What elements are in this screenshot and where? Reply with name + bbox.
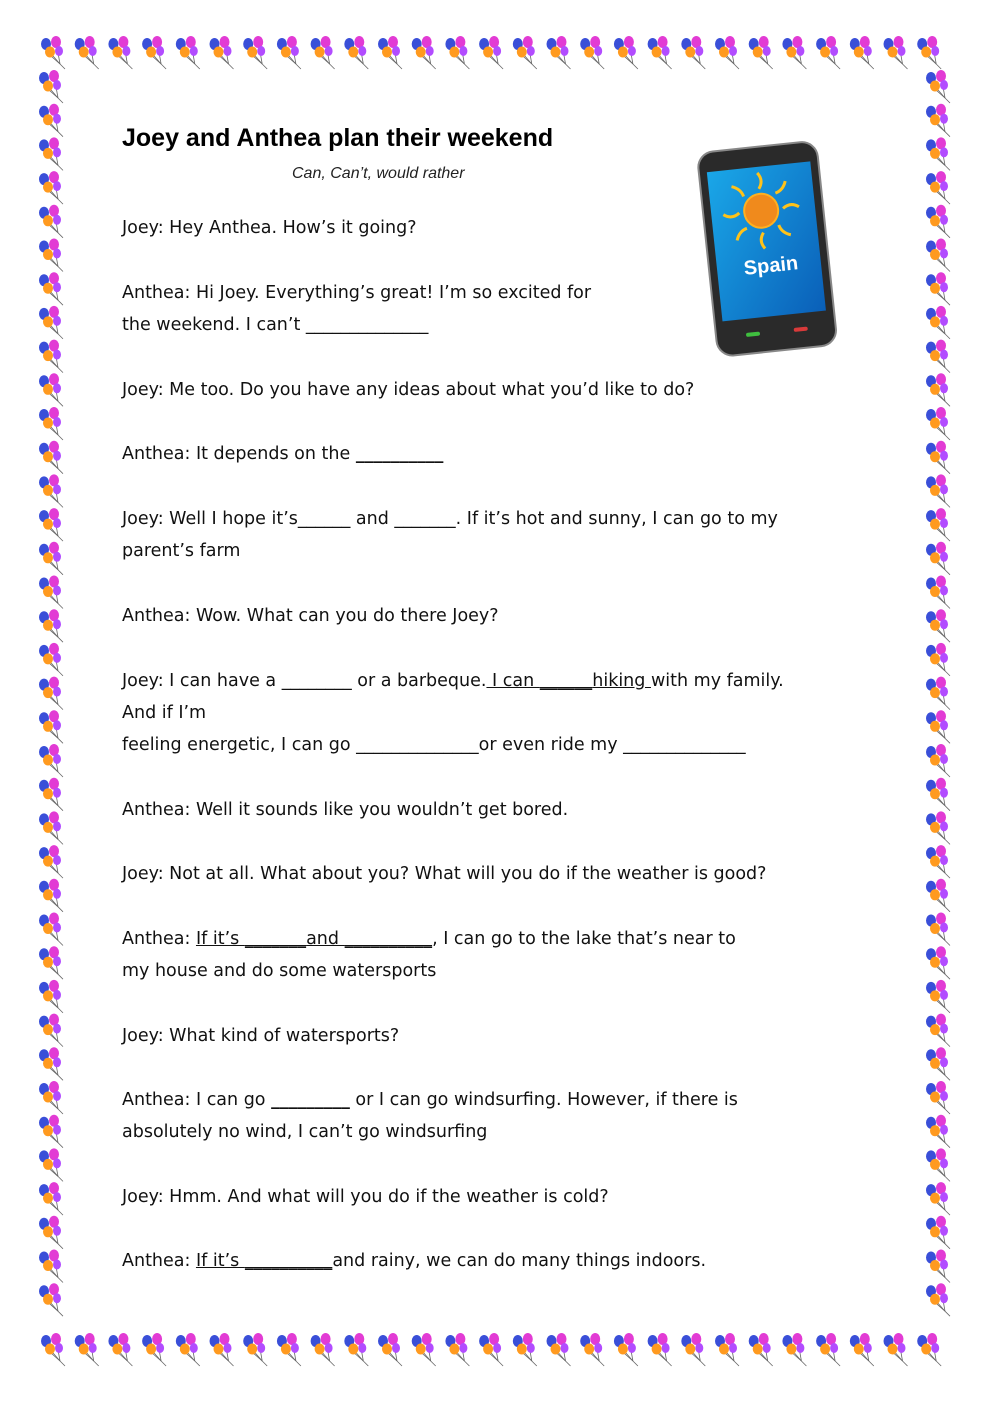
balloon-cluster-icon [926,70,950,103]
dialogue-line: parent’s farm [122,541,241,561]
balloon-cluster-icon [648,36,672,69]
balloon-cluster-icon [926,946,950,979]
answer-blank: __________ [344,929,433,949]
balloon-cluster-icon [816,1333,840,1366]
worksheet-subtitle: Can, Can’t, would rather [292,165,465,182]
balloon-cluster-icon [41,1333,65,1366]
balloon-cluster-icon [513,1333,537,1366]
dialogue-line: Joey: Hey Anthea. How’s it going? [122,218,417,238]
balloon-cluster-icon [926,272,950,305]
answer-blank: _______ [244,929,307,949]
balloon-cluster-icon [75,36,99,69]
balloon-cluster-icon [210,1333,234,1366]
balloon-cluster-icon [614,36,638,69]
balloon-cluster-icon [782,36,806,69]
balloon-cluster-icon [926,811,950,844]
balloon-cluster-icon [39,1250,63,1283]
balloon-cluster-icon [39,137,63,170]
balloon-cluster-icon [926,340,950,373]
balloon-cluster-icon [926,508,950,541]
balloon-cluster-icon [926,137,950,170]
balloon-cluster-icon [39,980,63,1013]
balloon-cluster-icon [782,1333,806,1366]
balloon-cluster-icon [277,36,301,69]
balloon-cluster-icon [75,1333,99,1366]
balloon-cluster-icon [39,1115,63,1148]
dialogue-line: Joey: Not at all. What about you? What will you do if the weather is good? [122,864,767,884]
balloon-cluster-icon [850,36,874,69]
balloon-cluster-icon [39,441,63,474]
balloon-cluster-icon [378,1333,402,1366]
balloon-cluster-icon [884,36,908,69]
balloon-cluster-icon [39,205,63,238]
balloon-cluster-icon [926,744,950,777]
dialogue-line: Anthea: Hi Joey. Everything’s great! I’m so excited for [122,283,592,303]
balloon-cluster-icon [108,1333,132,1366]
balloon-cluster-icon [681,36,705,69]
dialogue-line: Anthea: I can go _________ or I can go windsurfing. However, if there is [122,1090,738,1110]
balloon-cluster-icon [41,36,65,69]
answer-blank: ______ [539,671,593,691]
balloon-cluster-icon [39,171,63,204]
balloon-cluster-icon [39,373,63,406]
balloon-cluster-icon [210,36,234,69]
balloon-cluster-icon [39,913,63,946]
balloon-cluster-icon [176,1333,200,1366]
balloon-cluster-icon [479,1333,503,1366]
balloon-cluster-icon [926,677,950,710]
balloon-cluster-icon [479,36,503,69]
balloon-cluster-icon [39,643,63,676]
dialogue-line: my house and do some watersports [122,961,437,981]
balloon-cluster-icon [926,1283,950,1316]
balloon-cluster-icon [39,811,63,844]
balloon-cluster-icon [39,677,63,710]
balloon-cluster-icon [926,980,950,1013]
balloon-cluster-icon [926,306,950,339]
balloon-cluster-icon [311,1333,335,1366]
balloon-cluster-icon [926,1216,950,1249]
balloon-cluster-icon [926,373,950,406]
balloon-cluster-icon [614,1333,638,1366]
dialogue-line: Joey: What kind of watersports? [122,1026,400,1046]
balloon-cluster-icon [344,1333,368,1366]
balloon-cluster-icon [926,778,950,811]
balloon-cluster-icon [39,778,63,811]
balloon-cluster-icon [39,845,63,878]
balloon-cluster-icon [39,946,63,979]
balloon-cluster-icon [412,36,436,69]
balloon-cluster-icon [648,1333,672,1366]
balloon-cluster-icon [344,36,368,69]
balloon-cluster-icon [926,1182,950,1215]
balloon-cluster-icon [445,36,469,69]
balloon-cluster-icon [108,36,132,69]
balloon-cluster-icon [378,36,402,69]
dialogue-line: Joey: Well I hope it’s______ and _______. If it’s hot and sunny, I can go to my [122,509,778,529]
balloon-cluster-icon [749,1333,773,1366]
balloon-cluster-icon [917,1333,941,1366]
balloon-cluster-icon [926,104,950,137]
balloon-cluster-icon [926,474,950,507]
balloon-cluster-icon [39,306,63,339]
balloon-cluster-icon [39,1283,63,1316]
balloon-cluster-icon [749,36,773,69]
balloon-cluster-icon [39,1182,63,1215]
balloon-cluster-icon [39,744,63,777]
answer-blank: _________ [271,1090,350,1110]
worksheet-title: Joey and Anthea plan their weekend [122,124,554,152]
balloon-cluster-icon [926,609,950,642]
balloon-cluster-icon [681,1333,705,1366]
balloon-cluster-icon [39,272,63,305]
answer-blank: __________ [355,444,444,464]
balloon-cluster-icon [243,1333,267,1366]
balloon-cluster-icon [926,1115,950,1148]
balloon-cluster-icon [176,36,200,69]
balloon-cluster-icon [917,36,941,69]
balloon-cluster-icon [715,1333,739,1366]
balloon-cluster-icon [926,542,950,575]
balloon-cluster-icon [243,36,267,69]
balloon-cluster-icon [39,104,63,137]
dialogue-line: feeling energetic, I can go ______________or even ride my ______________ [122,735,746,755]
balloon-cluster-icon [926,710,950,743]
balloon-cluster-icon [926,845,950,878]
dialogue-line: Anthea: It depends on the __________ [122,444,444,464]
dialogue-line: Anthea: Well it sounds like you wouldn’t get bored. [122,800,569,820]
balloon-cluster-icon [39,1148,63,1181]
balloon-cluster-icon [926,205,950,238]
balloon-cluster-icon [39,1047,63,1080]
balloon-cluster-icon [926,1081,950,1114]
balloon-cluster-icon [926,1014,950,1047]
balloon-cluster-icon [142,1333,166,1366]
dialogue-line: And if I’m [122,703,207,723]
balloon-cluster-icon [39,1081,63,1114]
balloon-cluster-icon [926,1250,950,1283]
balloon-cluster-icon [39,710,63,743]
balloon-cluster-icon [39,239,63,272]
balloon-cluster-icon [926,1148,950,1181]
balloon-cluster-icon [926,879,950,912]
dialogue-line: Anthea: If it’s _______and __________, I can go to the lake that’s near to [122,929,736,949]
balloon-cluster-icon [39,1216,63,1249]
balloon-cluster-icon [39,576,63,609]
balloon-cluster-icon [412,1333,436,1366]
balloon-cluster-icon [926,1047,950,1080]
smartphone-image [685,132,855,362]
dialogue-line: Anthea: Wow. What can you do there Joey? [122,606,499,626]
balloon-cluster-icon [850,1333,874,1366]
balloon-cluster-icon [715,36,739,69]
dialogue-line: Joey: I can have a ________ or a barbeque. I can ______hiking with my family. [122,671,784,691]
balloon-cluster-icon [884,1333,908,1366]
balloon-cluster-icon [926,407,950,440]
balloon-cluster-icon [926,576,950,609]
balloon-cluster-icon [547,36,571,69]
balloon-cluster-icon [926,913,950,946]
dialogue-line: absolutely no wind, I can’t go windsurfing [122,1122,488,1142]
balloon-cluster-icon [445,1333,469,1366]
answer-blank: __________ [244,1251,333,1271]
balloon-cluster-icon [39,474,63,507]
balloon-cluster-icon [39,407,63,440]
balloon-cluster-icon [547,1333,571,1366]
balloon-cluster-icon [277,1333,301,1366]
dialogue-line: Joey: Me too. Do you have any ideas about what you’d like to do? [122,380,695,400]
balloon-cluster-icon [513,36,537,69]
balloon-cluster-icon [926,171,950,204]
balloon-cluster-icon [311,36,335,69]
dialogue-line: Anthea: If it’s __________and rainy, we can do many things indoors. [122,1251,707,1271]
dialogue-line: the weekend. I can’t ______________ [122,315,429,335]
balloon-cluster-icon [39,879,63,912]
balloon-cluster-icon [142,36,166,69]
balloon-cluster-icon [39,609,63,642]
balloon-cluster-icon [39,340,63,373]
balloon-cluster-icon [39,508,63,541]
balloon-cluster-icon [39,1014,63,1047]
balloon-cluster-icon [816,36,840,69]
dialogue-line: Joey: Hmm. And what will you do if the weather is cold? [122,1187,609,1207]
balloon-cluster-icon [580,36,604,69]
balloon-cluster-icon [926,239,950,272]
balloon-cluster-icon [926,441,950,474]
balloon-cluster-icon [926,643,950,676]
balloon-cluster-icon [39,70,63,103]
balloon-cluster-icon [39,542,63,575]
phone-screen-label: Spain [742,252,800,280]
balloon-cluster-icon [580,1333,604,1366]
